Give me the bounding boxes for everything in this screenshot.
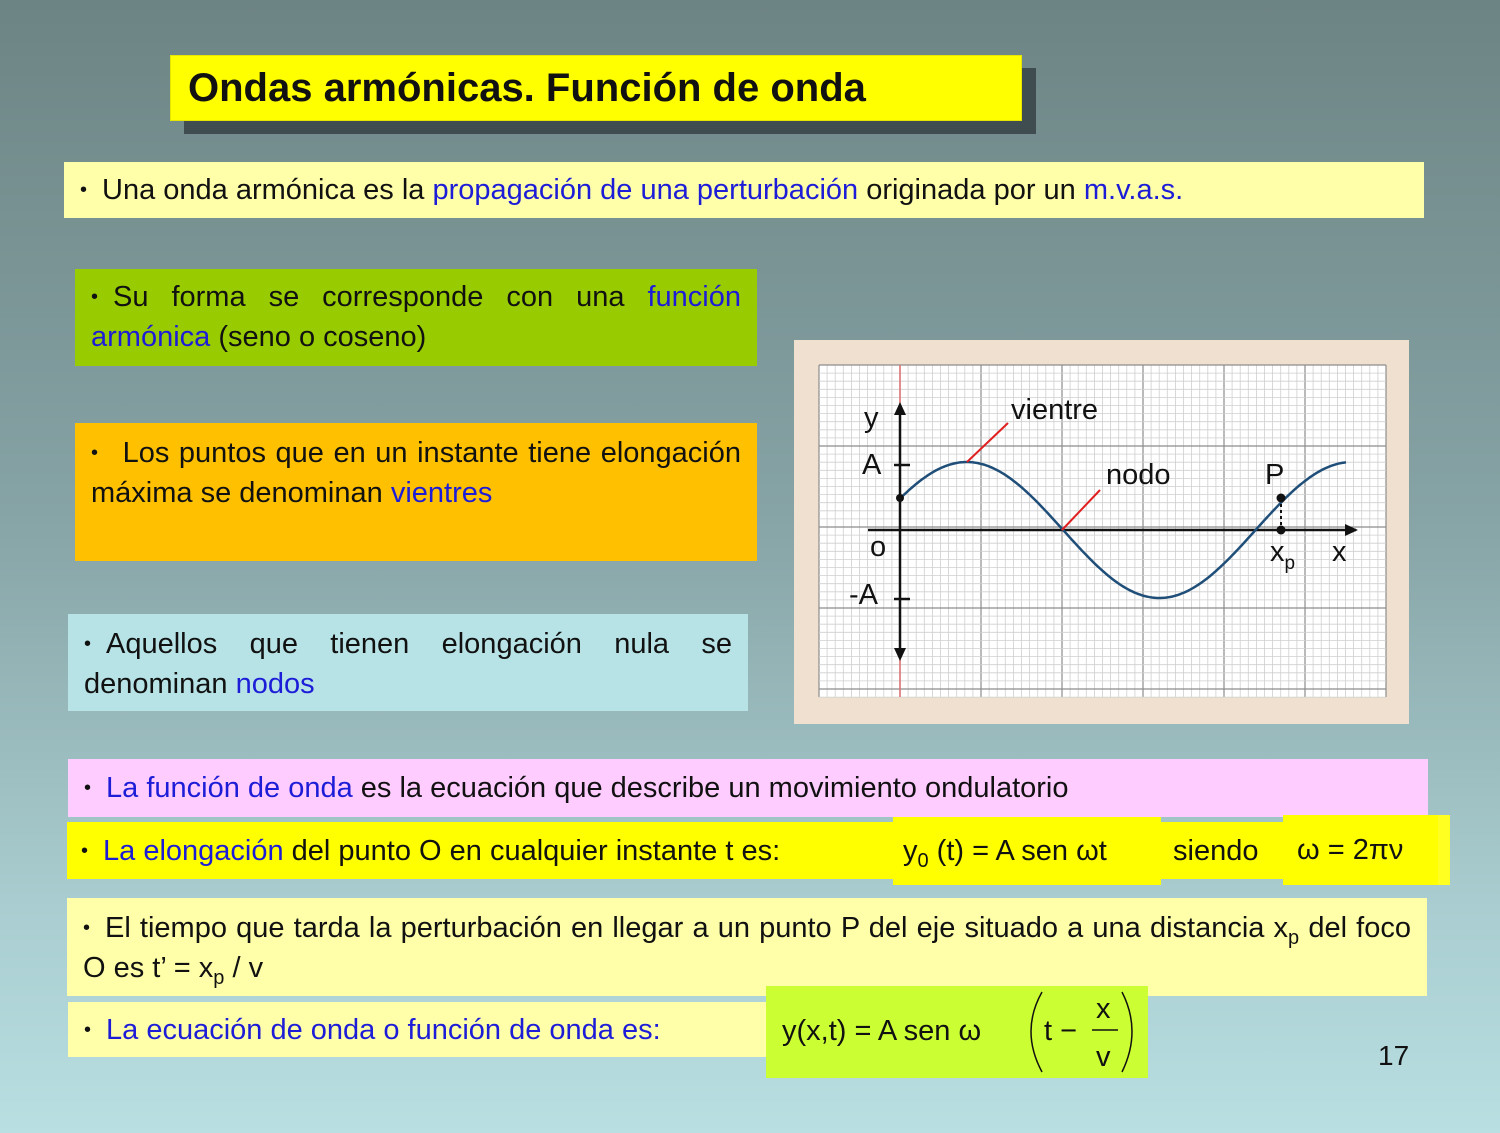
eq1-y: y [903, 835, 918, 867]
label-A: A [862, 449, 882, 481]
eq3-denominator: v [1096, 1041, 1111, 1073]
b6-text-1: La elongación [103, 835, 284, 867]
siendo-label: siendo [1173, 835, 1259, 867]
wave-diagram [794, 340, 1409, 724]
label-x: x [1332, 536, 1347, 568]
label-vientre: vientre [1011, 394, 1099, 426]
eq1-sub: 0 [917, 850, 929, 872]
bullet-icon: • [83, 917, 91, 939]
b8-text-1: La ecuación de onda o función de onda es: [106, 1014, 661, 1046]
b6-text-2: del punto O en cualquier instante t es: [283, 835, 781, 867]
bullet-delay-time [67, 898, 1427, 996]
b1-text-1: Una onda armónica es la [102, 174, 433, 206]
bullet-wave-equation [68, 1002, 768, 1057]
eq3-right-paren [1122, 992, 1132, 1072]
label-xp-sub: p [1284, 553, 1296, 574]
label-y: y [864, 402, 879, 434]
b7-text-1: El tiempo que tarda la perturbación en llegar a un punto P del eje situado a una distancia x [105, 912, 1289, 944]
origin-point-marker [896, 494, 904, 502]
b2-text-2: función armónica [91, 281, 741, 353]
bullet-wave-function [68, 759, 1428, 817]
eq3-numerator: x [1096, 993, 1111, 1025]
page-title: Ondas armónicas. Función de onda [188, 66, 866, 110]
eq3-t: t − [1044, 1015, 1078, 1047]
b5-text-2: es la ecuación que describe un movimiento ondulatorio [352, 772, 1069, 804]
bullet-icon: • [84, 633, 92, 655]
b2-text-3: (seno o coseno) [210, 321, 427, 353]
b7-text-3: / v [224, 952, 264, 984]
label-nodo: nodo [1106, 459, 1171, 491]
equation-omega: ω = 2πν [1283, 815, 1450, 885]
b3-text-1: Los puntos que en un instante tiene elongación máxima se denominan [91, 437, 741, 509]
bullet-icon: • [80, 179, 88, 201]
b7-sub-1: p [1288, 927, 1300, 949]
b5-text-1: La función de onda [106, 772, 353, 804]
bullet-icon: • [91, 286, 99, 308]
title-box [170, 55, 1022, 121]
eq1-rest: (t) = A sen ωt [928, 835, 1107, 867]
page-number: 17 [1378, 1040, 1410, 1071]
bullet-antinodes [75, 423, 757, 561]
bullet-nodes [68, 614, 748, 711]
bullet-icon: • [81, 840, 89, 862]
eq3-left-paren [1031, 992, 1042, 1072]
label-xp-base: x [1270, 536, 1285, 568]
bullet-icon: • [84, 777, 92, 799]
b4-text-1: Aquellos que tienen elongación nula se denominan [84, 628, 732, 700]
b2-text-1: Su forma se corresponde con una [113, 281, 648, 313]
equation-wave-function [766, 986, 1148, 1078]
bullet-icon: • [91, 442, 99, 464]
point-xp-marker [1277, 526, 1286, 535]
b1-text-4: m.v.a.s. [1083, 174, 1184, 206]
b4-text-2: nodos [235, 668, 315, 700]
b1-text-2: propagación de una perturbación [432, 174, 859, 206]
label-o: o [870, 531, 887, 563]
b1-text-3: originada por un [858, 174, 1084, 206]
equation-y0 [893, 817, 1161, 885]
bullet-wave-definition [64, 162, 1424, 218]
bullet-harmonic-form [75, 269, 757, 366]
b3-text-2: vientres [390, 477, 493, 509]
bullet-icon: • [84, 1019, 92, 1041]
eq3-lhs: y(x,t) = A sen ω [782, 1015, 982, 1047]
b7-sub-2: p [213, 967, 225, 989]
point-P-marker [1277, 494, 1286, 503]
b7-text-2: del foco O es t’ = x [83, 912, 1411, 984]
label-P: P [1265, 459, 1285, 491]
label-negA: -A [849, 579, 878, 611]
